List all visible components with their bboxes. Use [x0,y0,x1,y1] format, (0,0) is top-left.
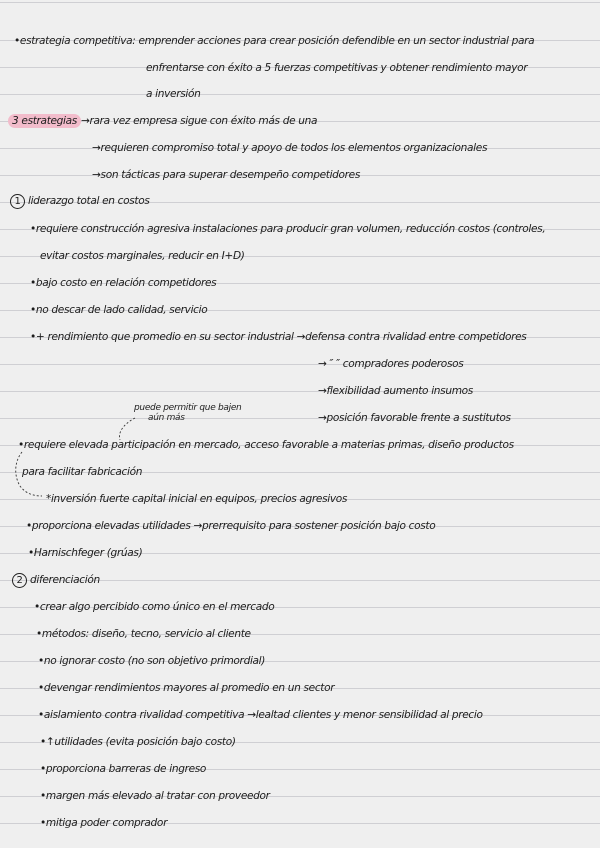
cost-line-7: →flexibilidad aumento insumos [318,385,473,397]
cost-line-9: •requiere elevada participación en mercado, acceso favorable a materias primas, diseño productos [18,439,514,451]
diff-line-7: •proporciona barreras de ingreso [40,763,207,775]
cost-line-5: •+ rendimiento que promedio en su sector industrial →defensa contra rivalidad entre competidores [30,331,527,343]
strategies-line-2: →requieren compromiso total y apoyo de todos los elementos organizacionales [92,142,488,154]
cost-line-13: •Harnischfeger (grúas) [28,547,143,559]
diff-line-1: •crear algo percibido como único en el mercado [34,601,275,613]
strategies-line-1: 3 estrategias →rara vez empresa sigue con éxito más de una [8,114,317,128]
cost-line-2: evitar costos marginales, reducir en I+D) [40,250,245,262]
diff-line-3: •no ignorar costo (no son objetivo primordial) [38,655,266,667]
cost-line-12: •proporciona elevadas utilidades →prerrequisito para sostener posición bajo costo [26,520,436,532]
diff-line-5: •aislamiento contra rivalidad competitiva →lealtad clientes y menor sensibilidad al precio [38,709,483,721]
cost-line-8: →posición favorable frente a sustitutos [318,412,511,424]
heading-differentiation: 2 diferenciación [12,573,100,588]
diff-line-4: •devengar rendimientos mayores al promedio en un sector [38,682,335,694]
number-circle-1: 1 [10,194,25,209]
definition-line-3: a inversión [146,88,201,100]
cost-line-1: •requiere construcción agresiva instalaciones para producir gran volumen, reducción costos (controles, [30,223,546,235]
cost-line-10: para facilitar fabricación [22,466,143,478]
cost-line-6: → ″ ″ compradores poderosos [318,358,464,370]
diff-line-2: •métodos: diseño, tecno, servicio al cliente [36,628,251,640]
cost-line-4: •no descar de lado calidad, servicio [30,304,208,316]
strategies-line-3: →son tácticas para superar desempeño competidores [92,169,361,181]
heading-cost-leadership: 1 liderazgo total en costos [10,194,150,209]
margin-note: puede permitir que bajen aún más [134,403,242,423]
cost-line-11: *inversión fuerte capital inicial en equipos, precios agresivos [46,493,348,505]
strategies-highlight: 3 estrategias [8,114,81,128]
number-circle-2: 2 [12,573,27,588]
diff-line-6: •↑utilidades (evita posición bajo costo) [40,736,236,748]
definition-line-1: •estrategia competitiva: emprender acciones para crear posición defendible en un sector industrial para [14,35,535,47]
cost-line-3: •bajo costo en relación competidores [30,277,217,289]
definition-line-2: enfrentarse con éxito a 5 fuerzas competitivas y obtener rendimiento mayor [146,62,528,74]
diff-line-8: •margen más elevado al tratar con proveedor [40,790,270,802]
diff-line-9: •mitiga poder comprador [40,817,168,829]
